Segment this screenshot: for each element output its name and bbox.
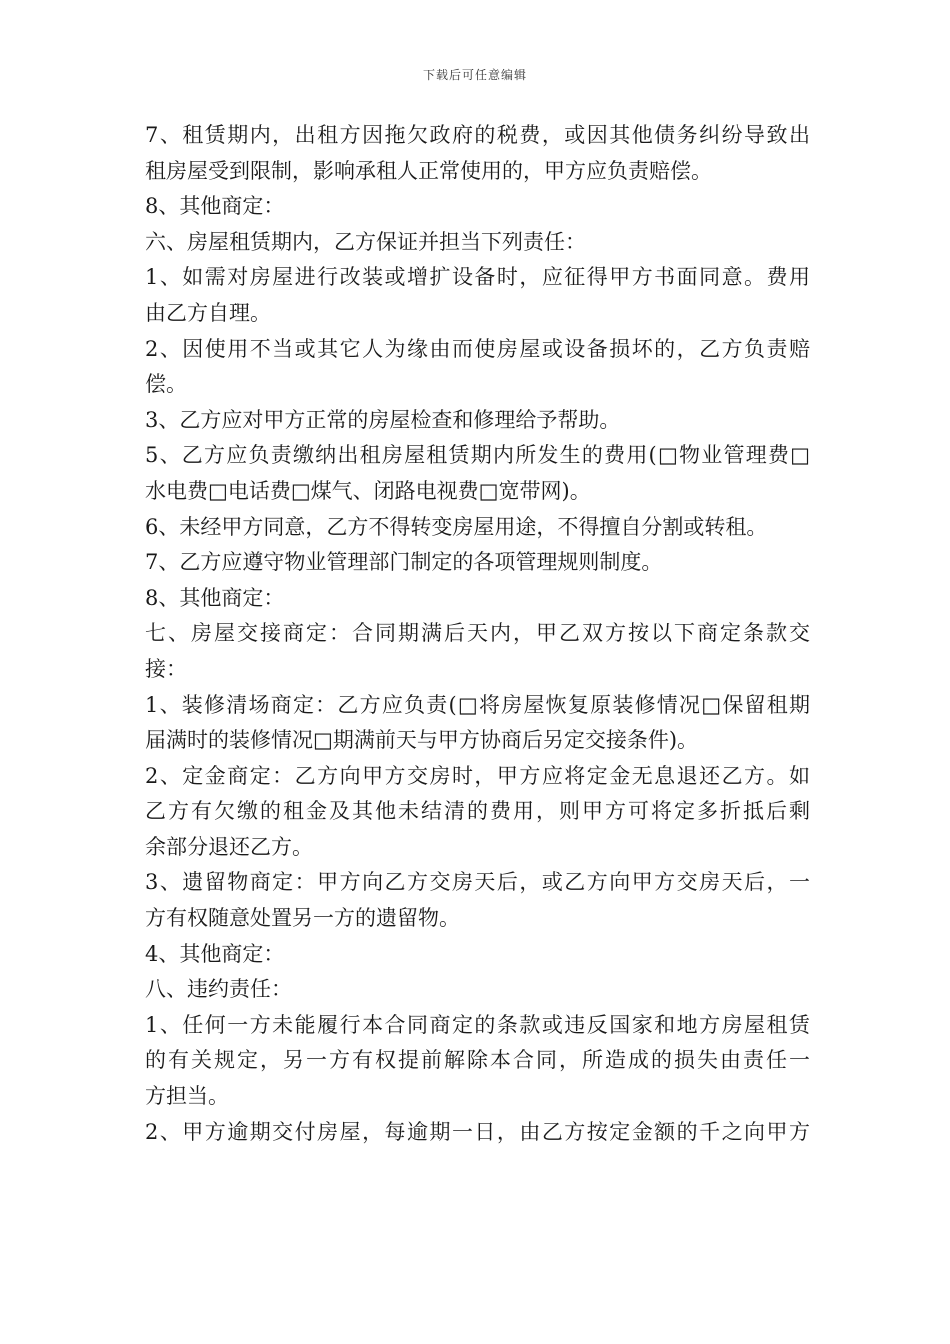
document-body	[145, 118, 810, 1150]
document-line: 7、乙方应遵守物业管理部门制定的各项管理规则制度。	[145, 550, 663, 575]
document-line: 八、违约责任：	[145, 977, 292, 1002]
document-line: 8、其他商定：	[145, 194, 285, 219]
document-line: 3、遗留物商定：甲方向乙方交房天后，或乙方向甲方交房天后，一	[145, 870, 810, 895]
document-line: 水电费□电话费□煤气、闭路电视费□宽带网)。	[145, 478, 591, 503]
document-line: 的有关规定，另一方有权提前解除本合同，所造成的损失由责任一	[145, 1048, 810, 1073]
document-line: 2、因使用不当或其它人为缘由而使房屋或设备损坏的，乙方负责赔	[145, 336, 810, 361]
document-line: 乙方有欠缴的租金及其他未结清的费用，则甲方可将定多折抵后剩	[145, 799, 810, 824]
document-line: 方有权随意处置另一方的遗留物。	[145, 906, 460, 931]
document-line: 5、乙方应负责缴纳出租房屋租赁期内所发生的费用(□物业管理费□	[145, 443, 810, 468]
document-line: 1、如需对房屋进行改装或增扩设备时，应征得甲方书面同意。费用	[145, 265, 810, 290]
document-line: 六、房屋租赁期内，乙方保证并担当下列责任：	[145, 229, 586, 254]
document-line: 余部分退还乙方。	[145, 834, 313, 859]
document-line: 由乙方自理。	[145, 300, 271, 325]
document-line: 租房屋受到限制，影响承租人正常使用的，甲方应负责赔偿。	[145, 158, 712, 183]
document-line: 届满时的装修情况□期满前天与甲方协商后另定交接条件)。	[145, 728, 699, 753]
document-line: 6、未经甲方同意，乙方不得转变房屋用途，不得擅自分割或转租。	[145, 514, 768, 539]
document-line: 4、其他商定：	[145, 941, 285, 966]
document-line: 偿。	[145, 372, 187, 397]
document-line: 1、任何一方未能履行本合同商定的条款或违反国家和地方房屋租赁	[145, 1012, 810, 1037]
document-line: 8、其他商定：	[145, 585, 285, 610]
document-line: 七、房屋交接商定：合同期满后天内，甲乙双方按以下商定条款交	[145, 621, 810, 646]
document-line: 1、装修清场商定：乙方应负责(□将房屋恢复原装修情况□保留租期	[145, 692, 810, 717]
document-line: 2、定金商定：乙方向甲方交房时，甲方应将定金无息退还乙方。如	[145, 763, 810, 788]
document-line: 方担当。	[145, 1084, 229, 1109]
document-line: 2、甲方逾期交付房屋，每逾期一日，由乙方按定金额的千之向甲方	[145, 1119, 810, 1144]
page-header-note: 下载后可任意编辑	[422, 68, 527, 82]
document-line: 7、租赁期内，出租方因拖欠政府的税费，或因其他债务纠纷导致出	[145, 123, 810, 147]
document-line: 接：	[145, 656, 187, 681]
document-line: 3、乙方应对甲方正常的房屋检查和修理给予帮助。	[145, 407, 621, 432]
